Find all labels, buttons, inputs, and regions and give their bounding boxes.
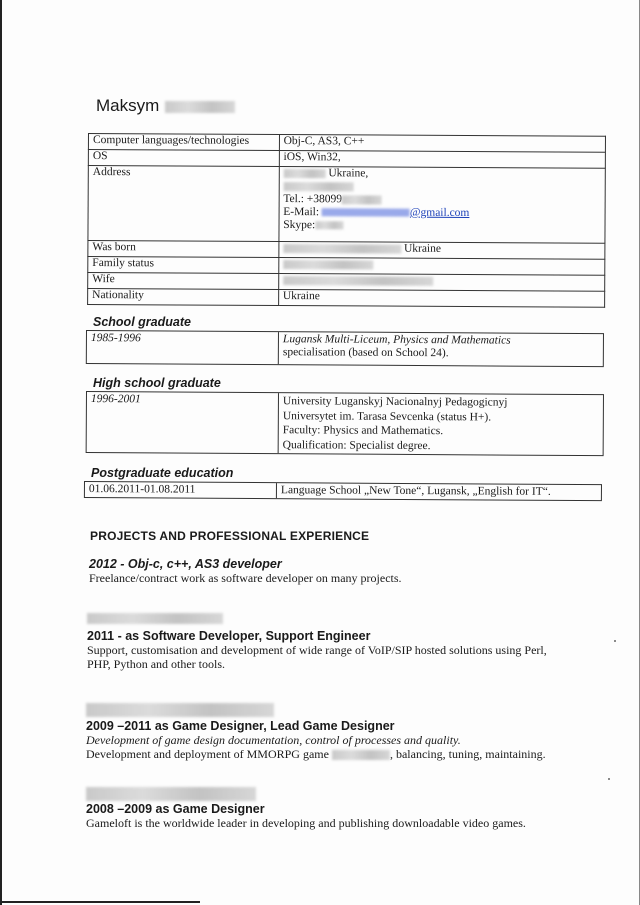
high-school-line-2: Universytet im. Tarasa Sevcenka (status H+). <box>282 409 492 423</box>
redacted-company <box>87 612 627 624</box>
birth-value <box>279 241 605 259</box>
job-role: 2011 - as Software Developer, Support Engineer <box>87 629 371 643</box>
row-label: OS <box>88 150 279 167</box>
wife-value <box>278 273 604 291</box>
row-label: Nationality <box>88 289 279 306</box>
email-domain: @gmail.com <box>409 206 470 219</box>
scan-edge-line <box>0 901 200 903</box>
row-label: Computer languages/technologies <box>88 134 279 151</box>
job-description-part-1: Development and deployment of MMORPG game <box>86 747 329 761</box>
row-value: Obj-C, AS3, C++ <box>279 135 605 153</box>
redacted-phone <box>342 195 382 204</box>
redacted-surname <box>165 101 235 113</box>
skype-label: Skype: <box>283 219 316 232</box>
job-entry <box>86 703 626 761</box>
school-section-title: School graduate <box>93 315 191 329</box>
job-entry <box>89 557 619 585</box>
job-role: 2009 –2011 as Game Designer, Lead Game Designer <box>86 719 395 733</box>
redacted-wife <box>283 276 433 286</box>
address-block <box>279 167 606 244</box>
high-school-section-title: High school graduate <box>93 376 221 390</box>
row-label: Family status <box>88 257 279 274</box>
telephone-prefix: Tel.: +38099 <box>283 193 343 206</box>
table-row <box>88 289 605 308</box>
redacted-email-user <box>322 209 410 217</box>
postgrad-dates: 01.06.2011-01.08.2011 <box>85 482 277 498</box>
redacted-company <box>86 787 626 801</box>
job-description: Gameloft is the worldwide leader in developing and publishing downloadable video games. <box>86 816 526 830</box>
school-details <box>279 332 603 366</box>
high-school-line-1: University Luganskyj Nacionalnyj Pedagogicnyj <box>282 395 508 409</box>
high-school-years: 1996-2001 <box>87 392 279 453</box>
high-school-details <box>279 393 603 455</box>
row-label: Wife <box>88 273 279 290</box>
high-school-line-4: Qualification: Specialist degree. <box>282 438 431 452</box>
job-description-cont <box>86 747 626 761</box>
job-description: Support, customisation and development of wide range of VoIP/SIP hosted solutions using Perl, <box>87 643 547 657</box>
redacted-family-status <box>283 260 373 269</box>
postgrad-box <box>84 481 602 501</box>
postgrad-details: Language School „New Tone“, Lugansk, „English for IT“. <box>280 484 551 498</box>
row-label: Was born <box>88 241 279 258</box>
school-box <box>86 330 604 367</box>
redacted-company <box>86 703 626 717</box>
job-role: 2012 - Obj-c, c++, AS3 developer <box>89 557 282 571</box>
candidate-name <box>96 96 235 116</box>
redacted-city <box>283 169 325 178</box>
redacted-company-name <box>86 703 274 717</box>
skype <box>283 219 600 234</box>
job-entry <box>87 612 627 671</box>
redacted-game-name <box>332 750 390 760</box>
scan-speck <box>608 778 610 780</box>
redacted-company-name <box>87 613 223 624</box>
family-value <box>278 257 604 275</box>
job-description-cont: PHP, Python and other tools. <box>87 657 226 671</box>
redacted-company-name <box>86 787 256 801</box>
row-label: Address <box>88 166 279 242</box>
email-link[interactable] <box>322 206 470 219</box>
redacted-birthplace <box>283 244 401 254</box>
job-role: 2008 –2009 as Game Designer <box>86 802 265 816</box>
address-country: Ukraine, <box>328 167 369 180</box>
table-row <box>88 166 605 244</box>
personal-info-table <box>87 133 606 308</box>
experience-heading: PROJECTS AND PROFESSIONAL EXPERIENCE <box>90 529 370 543</box>
birth-country: Ukraine <box>403 242 442 255</box>
job-description: Freelance/contract work as software developer on many projects. <box>89 571 402 585</box>
school-years: 1985-1996 <box>87 331 279 364</box>
high-school-box <box>86 391 604 456</box>
postgrad-section-title: Postgraduate education <box>91 466 234 480</box>
school-line-1: Lugansk Multi-Liceum, Physics and Mathematics <box>282 333 511 347</box>
first-name: Maksym <box>96 96 160 115</box>
school-line-2: specialisation (based on School 24). <box>282 346 449 360</box>
high-school-line-3: Faculty: Physics and Mathematics. <box>282 424 444 438</box>
row-value: iOS, Win32, <box>279 151 605 169</box>
job-description: Development of game design documentation, control of processes and quality. <box>86 733 461 747</box>
job-description-part-2: , balancing, tuning, maintaining. <box>389 747 546 761</box>
row-value: Ukraine <box>278 289 604 307</box>
email-label: E-Mail: <box>283 206 320 219</box>
job-entry <box>86 787 626 830</box>
redacted-skype <box>315 222 343 230</box>
redacted-street <box>283 182 353 191</box>
